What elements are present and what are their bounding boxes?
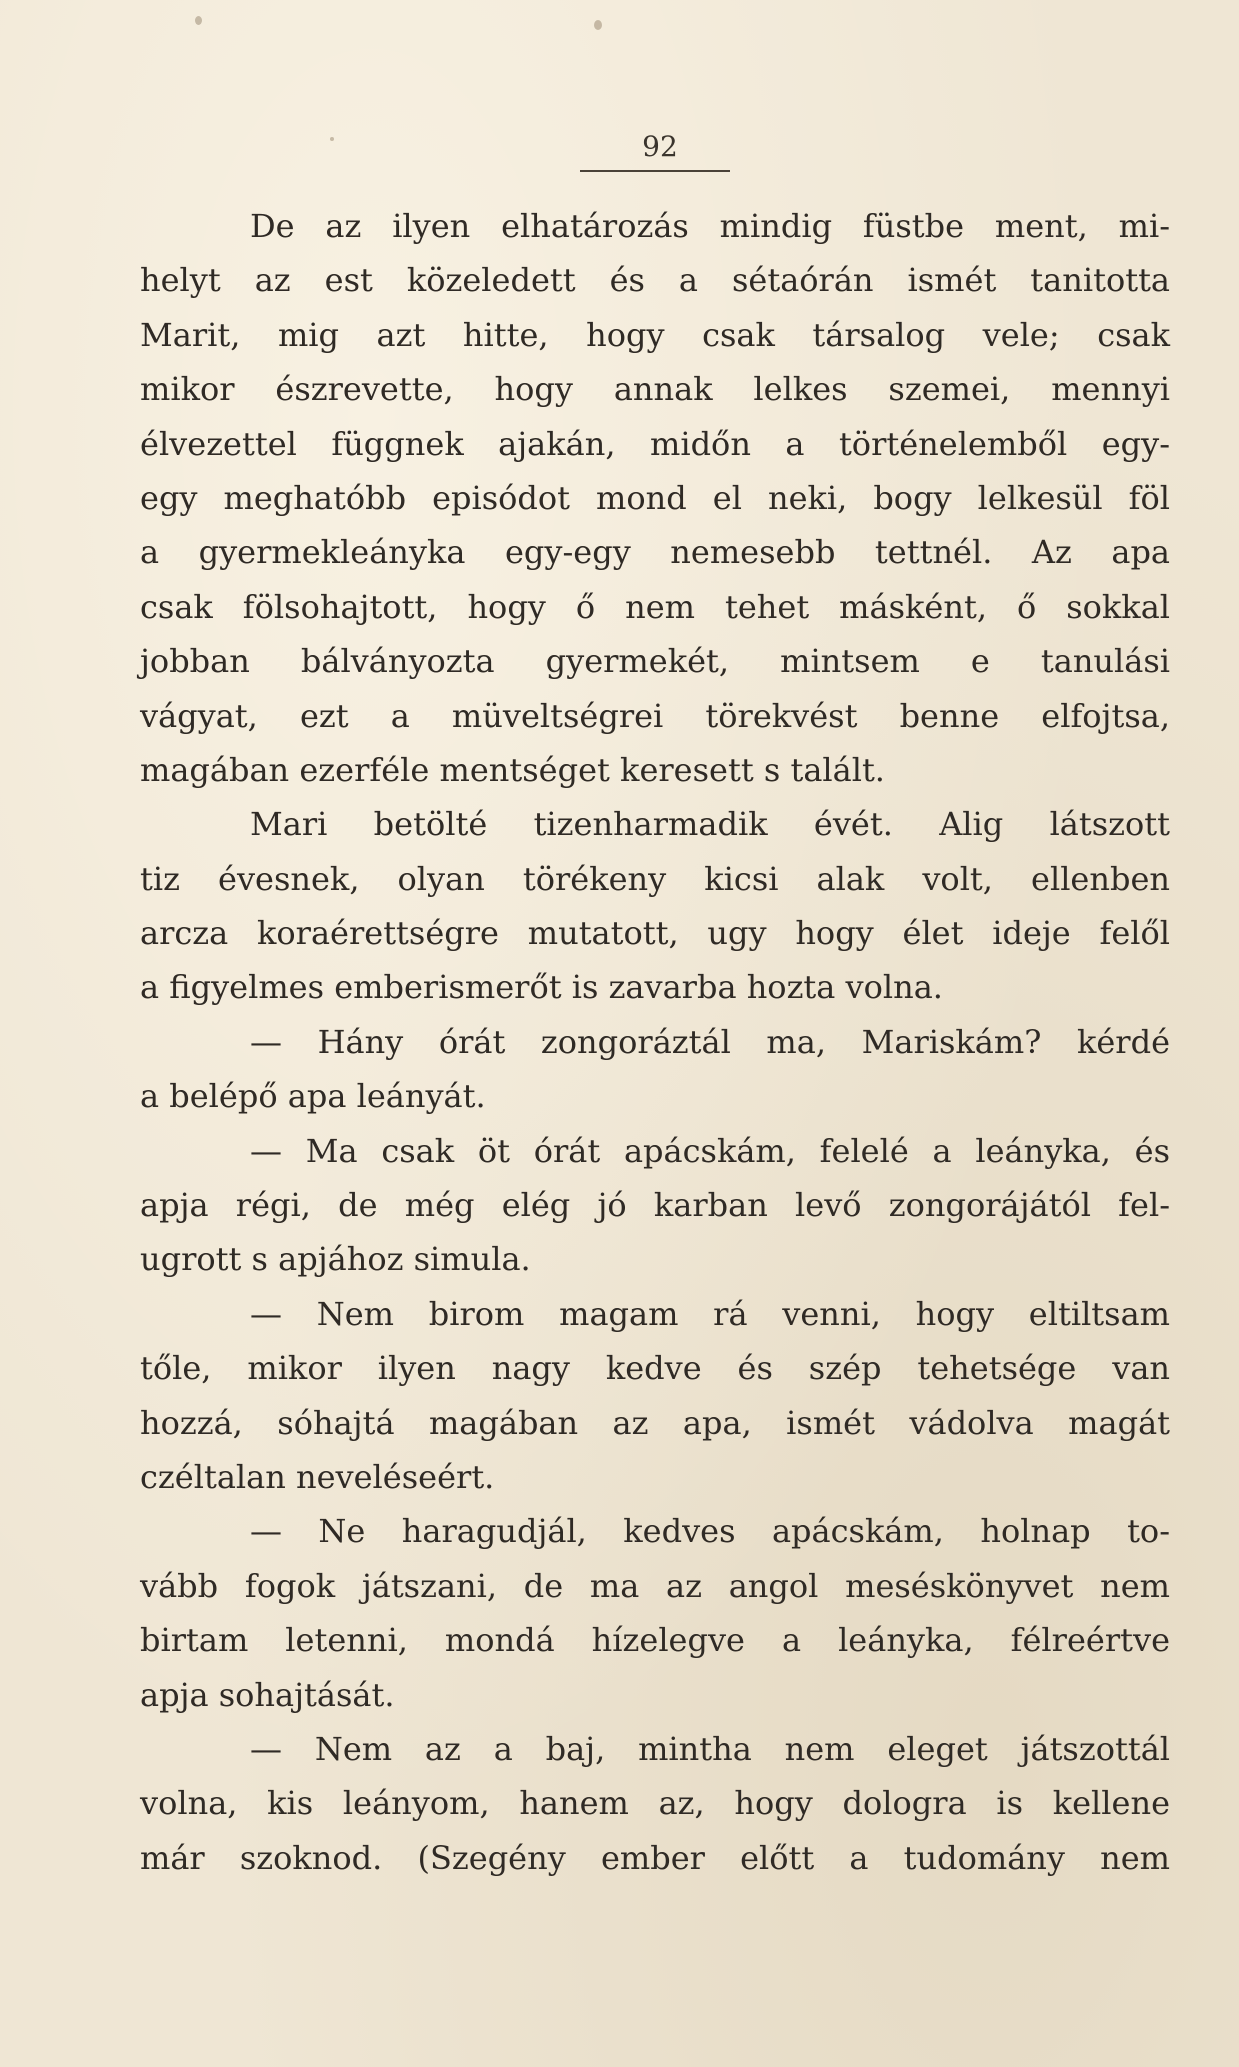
text-line: apja sohajtását. [140,1675,395,1714]
text-line: a belépő apa leányát. [140,1077,486,1116]
text-line: tőle, mikor ilyen nagy kedve és szép tehetsége van [140,1349,1170,1388]
body-text [140,199,1170,1885]
text-line: magában ezerféle mentséget keresett s talált. [140,750,885,789]
paper-spot [594,20,602,30]
text-line: birtam letenni, mondá hízelegve a leányka, félreértve [140,1621,1170,1660]
text-line: Marit, mig azt hitte, hogy csak társalog vele; csak [140,315,1170,354]
text-line: vább fogok játszani, de ma az angol meséskönyvet nem [140,1566,1170,1605]
text-line: volna, kis leányom, hanem az, hogy dologra is kellene [140,1784,1170,1823]
text-line: csak fölsohajtott, hogy ő nem tehet másként, ő sokkal [140,587,1170,626]
text-line: De az ilyen elhatározás mindig füstbe ment, mi- [250,207,1170,245]
text-line: czéltalan neveléseért. [140,1457,495,1496]
text-line: arcza koraérettségre mutatott, ugy hogy élet ideje felől [140,914,1170,953]
text-line: — Nem az a baj, mintha nem eleget játszottál [250,1729,1170,1768]
text-line: ugrott s apjához simula. [140,1240,531,1279]
text-line: élvezettel függnek ajakán, midőn a történelemből egy- [140,424,1170,463]
text-line: — Ne haragudjál, kedves apácskám, holnap to- [250,1512,1170,1551]
text-line: Mari betölté tizenharmadik évét. Alig látszott [250,805,1170,844]
text-line: a figyelmes emberismerőt is zavarba hozta volna. [140,968,943,1007]
text-line: hozzá, sóhajtá magában az apa, ismét vádolva magát [140,1403,1170,1442]
text-line: mikor észrevette, hogy annak lelkes szemei, mennyi [140,370,1170,409]
text-line: — Hány órát zongoráztál ma, Mariskám? kérdé [250,1022,1170,1061]
page-number: 92 [642,130,678,163]
text-line: a gyermekleányka egy-egy nemesebb tettnél. Az apa [140,533,1170,572]
text-line: már szoknod. (Szegény ember előtt a tudomány nem [140,1838,1170,1877]
text-line: tiz évesnek, olyan törékeny kicsi alak volt, ellenben [140,859,1170,898]
text-line: apja régi, de még elég jó karban levő zongorájától fel- [140,1186,1170,1225]
text-line: jobban bálványozta gyermekét, mintsem e tanulási [140,642,1170,681]
text-line: egy meghatóbb episódot mond el neki, bogy lelkesül föl [140,478,1170,517]
header-rule [580,170,730,172]
text-line: — Ma csak öt órát apácskám, felelé a leányka, és [250,1131,1170,1170]
page-header [590,130,730,164]
text-line: vágyat, ezt a müveltségrei törekvést benne elfojtsa, [140,696,1170,735]
paper-spot [195,16,202,25]
text-line: helyt az est közeledett és a sétaórán ismét tanitotta [140,261,1170,300]
text-line: — Nem birom magam rá venni, hogy eltiltsam [250,1294,1170,1333]
paper-spot [330,137,334,141]
